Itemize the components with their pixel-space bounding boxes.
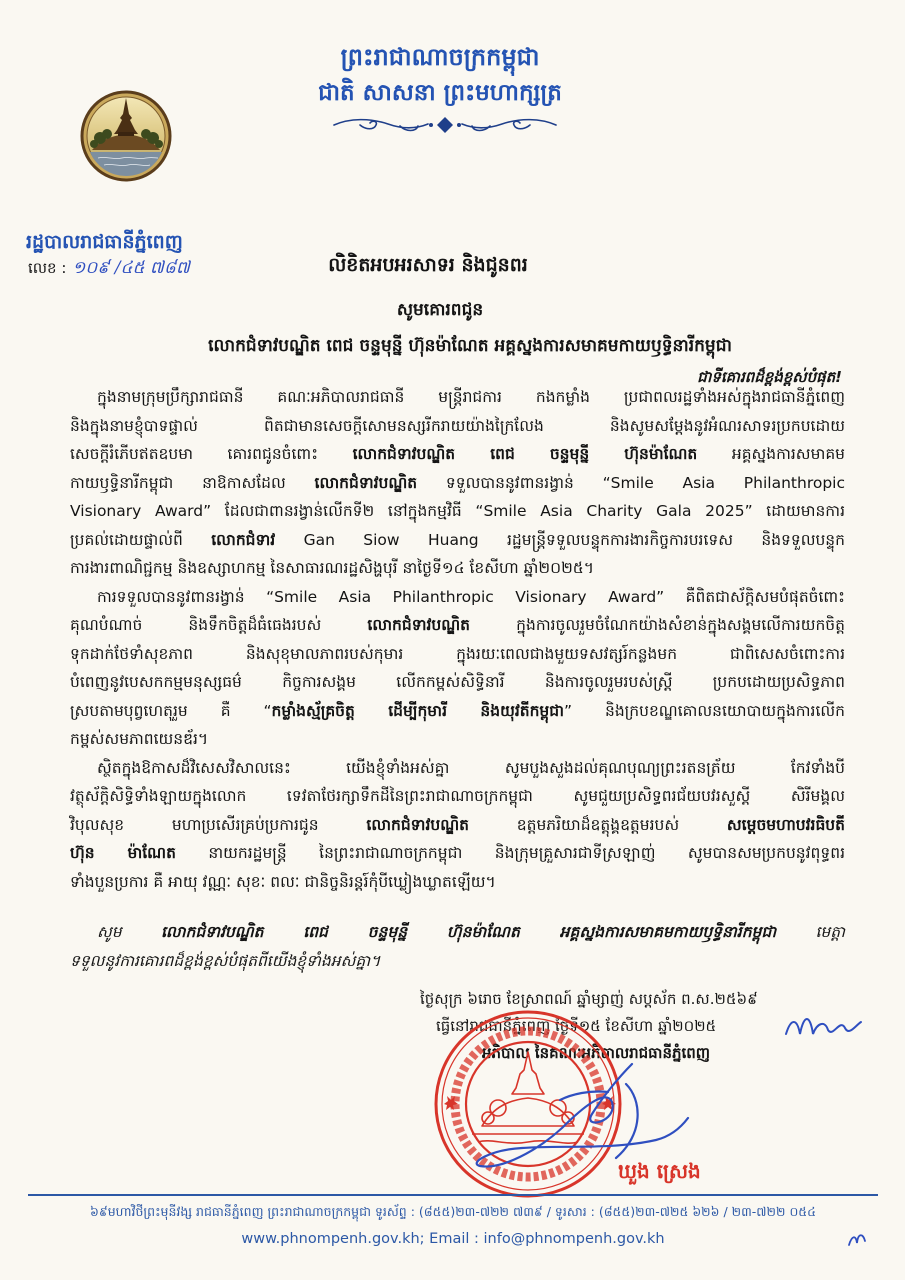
paragraph-1-line-1 (70, 383, 845, 412)
body-text: នាយករដ្ឋមន្ត្រី នៃព្រះរាជាណាចក្រកម្ពុជា និងក្រុមគ្រួសារជាទីស្រឡាញ់ សូមបានសមប្រកបនូវពុទ្ធពរ (175, 844, 845, 862)
paragraph-2-line-2 (70, 611, 845, 640)
paragraph-1-line-3 (70, 440, 845, 469)
body-text: សេចក្តីរំភើបឥតឧបមា គោរពជូនចំពោះ (70, 445, 353, 463)
footer-address: ៦៩មហាវិថីព្រះមុនីវង្ស រាជធានីភ្នំពេញ ព្រះរាជាណាចក្រកម្ពុជា ទូរស័ព្ទ : (៨៥៥)២៣-៧២២ ៧៣៩ / ទូរសារ : (៨៥៥)២៣-៧២៥ ៦២៦ / ២៣-៧២២ ០៥៤ (90, 1204, 816, 1219)
reference-value: ១០៩ /៤៥ ៧៨៧ (72, 258, 190, 278)
letter-title: លិខិតអបអរសាទរ និងជូនពរ (328, 254, 528, 276)
paragraph-1 (70, 383, 845, 583)
body-text: គុណបំណាច់ និងទឹកចិត្តដ៏ធំធេងរបស់ (70, 616, 368, 634)
paragraph-2-line-3 (70, 640, 845, 669)
emphasized-text: សម្តេចមហាបវរធិបតី (726, 815, 845, 834)
body-text: ទទួលបាននូវពានរង្វាន់ “Smile Asia Philanthropic (417, 473, 846, 492)
ink-mark-icon (846, 1229, 868, 1251)
national-motto: ជាតិ សាសនា ព្រះមហាក្សត្រ (318, 80, 562, 106)
body-text: ក្នុងនាមក្រុមប្រឹក្សារាជធានី គណៈអភិបាលរាជធានី មន្ត្រីរាជការ កងកម្លាំង ប្រជាពលរដ្ឋទាំងអស់ក្នុងរាជធានីភ្នំពេញ (97, 388, 845, 406)
body-text: ការទទួលបាននូវពានរង្វាន់ “Smile Asia Philanthropic Visionary Award” គឺពិតជាស័ក្តិសមបំផុតចំពោះ (97, 587, 845, 606)
paragraph-1-line-6 (70, 526, 845, 555)
body-text: វិបុលសុខ មហាប្រសើរគ្រប់ប្រការជូន (70, 815, 367, 834)
body-text: អគ្គស្នងការសមាគម (697, 445, 846, 463)
body-text: ស្ថិតក្នុងឱកាសដ៏វិសេសវិសាលនេះ យើងខ្ញុំទាំងអស់គ្នា សូមបួងសួងដល់គុណបុណ្យព្រះរតនត្រ័យ កែវទាំងបី (97, 758, 845, 777)
header-ornament-icon (330, 114, 560, 136)
honorific: ជាទីគោរពដ៏ខ្ពង់ខ្ពស់បំផុត! (697, 368, 842, 386)
paragraph-1-line-7 (70, 554, 845, 583)
signer-name: ឃួង ស្រេង (618, 1159, 701, 1183)
paragraph-3-line-1 (70, 754, 845, 783)
emphasized-text: លោកជំទាវ (211, 530, 276, 549)
emphasized-text: លោកជំទាវបណ្ឌិត ពេជ ចន្ទមុន្នី ហ៊ុនម៉ាណែត (352, 445, 698, 463)
body-text: ទាំងបួនប្រការ គឺ អាយុ វណ្ណៈ សុខៈ ពលៈ ជានិច្ចនិរន្តរ៍កុំបីឃ្លៀងឃ្លាតឡើយ។ (70, 872, 496, 891)
letter-body (70, 383, 845, 975)
body-text: កាយឫទ្ធិនារីកម្ពុជា នាឱកាសដែល (70, 473, 315, 492)
paragraph-1-line-5 (70, 497, 845, 526)
body-text: ឧត្តមភរិយាដ៏ឧត្តុង្គឧត្តមរបស់ (468, 815, 727, 834)
kingdom-title: ព្រះរាជាណាចក្រកម្ពុជា (340, 43, 540, 71)
body-text: ទទួលនូវការគោរពដ៏ខ្ពង់ខ្ពស់បំផុតពីយើងខ្ញុំទាំងអស់គ្នា។ (70, 951, 381, 970)
paragraph-3-line-2 (70, 782, 845, 811)
reference-label: លេខ : (28, 259, 67, 277)
paragraph-3-line-5 (70, 868, 845, 897)
paragraph-3-line-4 (70, 839, 845, 868)
body-text: វត្ថុស័ក្តិសិទ្ធិទាំងឡាយក្នុងលោក ទេវតាថែរក្សាទឹកដីនៃព្រះរាជាណាចក្រកម្ពុជា សូមជួយប្រសិទ្ធពរជ័យបវរសួស្តី សិរីមង្គល (70, 787, 845, 805)
emphasized-text: លោកជំទាវបណ្ឌិត ពេជ ចន្ទមុន្នី ហ៊ុនម៉ាណែត អគ្គស្នងការសមាគមកាយឫទ្ធិនារីកម្ពុជា (160, 923, 777, 941)
paragraph-1-line-4 (70, 469, 845, 498)
paragraph-4 (70, 918, 845, 975)
issuer-name: រដ្ឋបាលរាជធានីភ្នំពេញ (26, 231, 183, 253)
recipient-name: លោកជំទាវបណ្ឌិត ពេជ ចន្ទមុន្នី ហ៊ុនម៉ាណែត អគ្គស្នងការសមាគមកាយឫទ្ធិនារីកម្ពុជា (208, 336, 732, 356)
initials-signature-icon (782, 1008, 864, 1044)
paragraph-3 (70, 754, 845, 897)
body-text: ទុកដាក់ថែទាំសុខភាព និងសុខុមាលភាពរបស់កុមារ ក្នុងរយៈពេលជាងមួយទសវត្សរ៍កន្លងមក ជាពិសេសចំពោះការ (70, 644, 845, 663)
body-text: បំពេញនូវបេសកកម្មមនុស្សធម៌ កិច្ចការសង្គម លើកកម្ពស់សិទ្ធិនារី និងការចូលរួមរបស់ស្ត្រី ប្រកបដោយប្រសិទ្ធភាព (70, 673, 845, 691)
body-text: ” និងក្របខណ្ឌគោលនយោបាយក្នុងការលើក (564, 701, 845, 720)
footer-contact: www.phnompenh.gov.kh; Email : info@phnompenh.gov.kh (241, 1231, 665, 1247)
paragraph-2-line-4 (70, 668, 845, 697)
footer-divider (28, 1194, 878, 1196)
place-and-date: ធ្វើនៅរាជធានីភ្នំពេញ ថ្ងៃទី១៥ ខែសីហា ឆ្នាំ២០២៥ (436, 1017, 717, 1035)
body-text: សូម (97, 923, 161, 941)
body-text: មេត្តា (776, 923, 845, 941)
lunar-date: ថ្ងៃសុក្រ ៦រោច ខែស្រាពណ៍ ឆ្នាំម្សាញ់ សប្តស័ក ព.ស.២៥៦៩ (420, 990, 758, 1008)
paragraph-2-line-6 (70, 725, 845, 754)
body-text: ក្នុងការចូលរួមចំណែកយ៉ាងសំខាន់ក្នុងសង្គមលើការយកចិត្ត (469, 616, 845, 634)
emphasized-text: ហ៊ុន ម៉ាណែត (70, 844, 176, 862)
phnom-penh-emblem-icon (80, 88, 172, 183)
paragraph-4-line-2 (70, 947, 845, 976)
emphasized-text: លោកជំទាវបណ្ឌិត (367, 616, 470, 634)
body-text: និងក្នុងនាមខ្ញុំបាទផ្ទាល់ ពិតជាមានសេចក្តីសោមនស្សរីករាយយ៉ាងក្រៃលែង និងសូមសម្តែងនូវអំណរសាទរប្រកបដោយ (70, 416, 845, 435)
emphasized-text: កម្លាំងស្ម័គ្រចិត្ត ដើម្បីកុមារី និងយុវតីកម្ពុជា (271, 701, 565, 720)
paragraph-1-line-2 (70, 412, 845, 441)
body-text: ស្របតាមបុព្វហេតុរួម គឺ “ (70, 701, 272, 720)
body-text: កម្ពស់សមភាពយេនឌ័រ។ (70, 730, 209, 748)
body-text: ប្រគល់ដោយផ្ទាល់ពី (70, 530, 212, 549)
body-text: Gan Siow Huang រដ្ឋមន្ត្រីទទួលបន្ទុកការងារកិច្ចការបរទេស និងទទួលបន្ទុក (275, 530, 845, 549)
salutation-intro: សូមគោរពជូន (396, 300, 484, 320)
paragraph-4-line-1 (70, 918, 845, 947)
paragraph-2-line-1 (70, 583, 845, 612)
body-text: Visionary Award” ដែលជាពានរង្វាន់លើកទី២ នៅក្នុងកម្មវិធី “Smile Asia Charity Gala 2025” ដោយមានការ (70, 502, 845, 520)
emphasized-text: លោកជំទាវបណ្ឌិត (314, 473, 418, 492)
emphasized-text: លោកជំទាវបណ្ឌិត (366, 815, 469, 834)
body-text: ការងារពាណិជ្ជកម្ម និងឧស្សាហកម្ម នៃសាធារណរដ្ឋសិង្ហបុរី នាថ្ងៃទី១៤ ខែសីហា ឆ្នាំ២០២៥។ (70, 559, 594, 577)
paragraph-2 (70, 583, 845, 754)
paragraph-2-line-5 (70, 697, 845, 726)
paragraph-3-line-3 (70, 811, 845, 840)
signer-title: អភិបាល នៃគណៈអភិបាលរាជធានីភ្នំពេញ (482, 1044, 711, 1062)
